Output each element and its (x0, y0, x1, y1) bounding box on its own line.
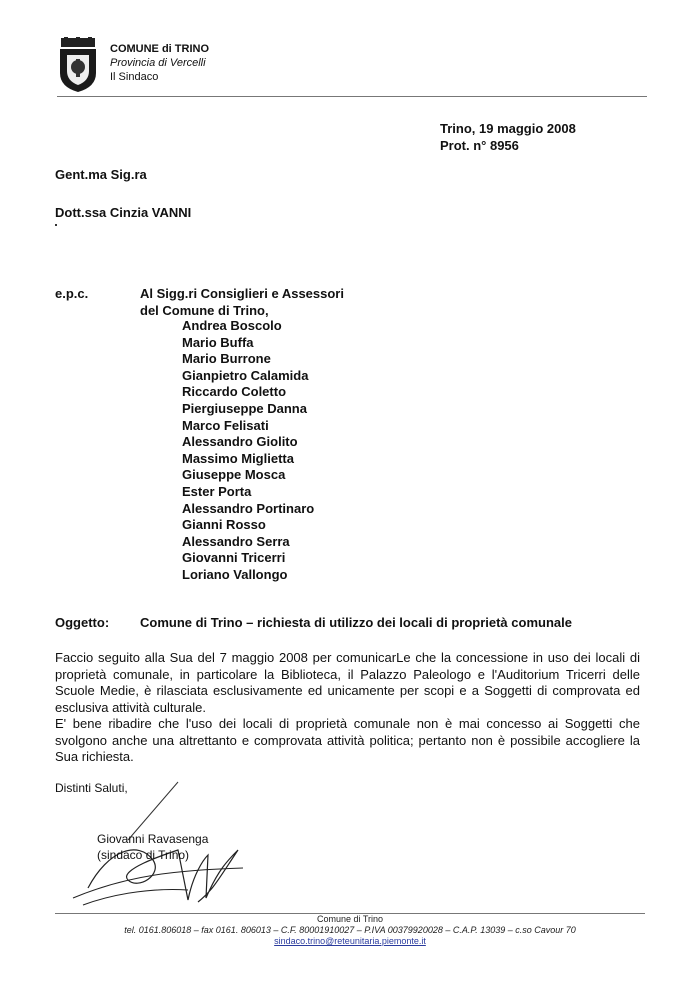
footer-organization: Comune di Trino (316, 914, 384, 924)
footer (0, 914, 700, 947)
list-item: Piergiuseppe Danna (182, 400, 307, 416)
stray-mark (55, 224, 57, 226)
body-paragraph-1: Faccio seguito alla Sua del 7 maggio 2008 per comunicarLe che la concessione in uso dei locali di proprietà comunale, in particolare la Biblioteca, il Palazzo Paleologo e l'Auditorium Tricerri delle Scuole Medie, è rilasciata esclusivamente ed unicamente per scopi e a Soggetti di comprovata ed esclusiva attività culturale. (55, 650, 640, 715)
list-item: Andrea Boscolo (182, 318, 282, 333)
list-item: Alessandro Serra (182, 533, 290, 549)
list-item: Alessandro Portinaro (182, 500, 315, 516)
list-item: Gianpietro Calamida (182, 367, 309, 383)
list-item: Marco Felisati (182, 417, 269, 433)
list-item: Mario Buffa (182, 334, 254, 350)
letter-body (55, 650, 640, 766)
cc-member-list (182, 318, 314, 584)
cc-line-2: del Comune di Trino, (140, 302, 269, 318)
list-item: Giuseppe Mosca (182, 467, 286, 483)
list-item: Giovanni Tricerri (182, 550, 286, 566)
municipal-coat-of-arms-logo (57, 37, 99, 93)
list-item: Riccardo Coletto (182, 384, 287, 400)
office-role: Il Sindaco (110, 71, 159, 83)
province-name: Provincia di Vercelli (110, 57, 206, 69)
closing: Distinti Saluti, (55, 781, 128, 795)
signer-block (97, 831, 208, 863)
letterhead (110, 42, 209, 84)
list-item: Gianni Rosso (182, 517, 266, 533)
header-divider (57, 96, 647, 97)
footer-contact-details: tel. 0161.806018 – fax 0161. 806013 – C.F. 80001910027 – P.IVA 00379920028 – C.A.P. 13039 – c.so Cavour 70 (124, 925, 576, 935)
body-paragraph-2: E' bene ribadire che l'uso dei locali di proprietà comunale non è mai concesso ai Soggetti che svolgono anche una altrettanto e comprovata attività politica; pertanto non è possibile accogliere la Sua richiesta. (55, 716, 640, 764)
recipient-name: Dott.ssa Cinzia VANNI (55, 205, 192, 220)
subject-label: Oggetto: (55, 615, 110, 630)
list-item: Loriano Vallongo (182, 566, 288, 582)
protocol-number: Prot. n° 8956 (440, 138, 519, 153)
signer-title: (sindaco di Trino) (97, 848, 190, 862)
footer-email-link[interactable]: sindaco.trino@reteunitaria.piemonte.it (274, 936, 426, 946)
cc-label: e.p.c. (55, 286, 89, 301)
cc-line-1: Al Sigg.ri Consiglieri e Assessori (140, 286, 344, 301)
list-item: Massimo Miglietta (182, 450, 294, 466)
cc-heading (140, 286, 344, 319)
list-item: Mario Burrone (182, 351, 271, 367)
recipient-salutation: Gent.ma Sig.ra (55, 167, 147, 182)
municipality-name: COMUNE di TRINO (110, 43, 209, 55)
signer-name: Giovanni Ravasenga (97, 832, 209, 846)
subject-text: Comune di Trino – richiesta di utilizzo dei locali di proprietà comunale (140, 615, 572, 630)
date-protocol-block (440, 120, 576, 154)
date-line: Trino, 19 maggio 2008 (440, 121, 576, 136)
list-item: Alessandro Giolito (182, 434, 298, 450)
list-item: Ester Porta (182, 483, 252, 499)
